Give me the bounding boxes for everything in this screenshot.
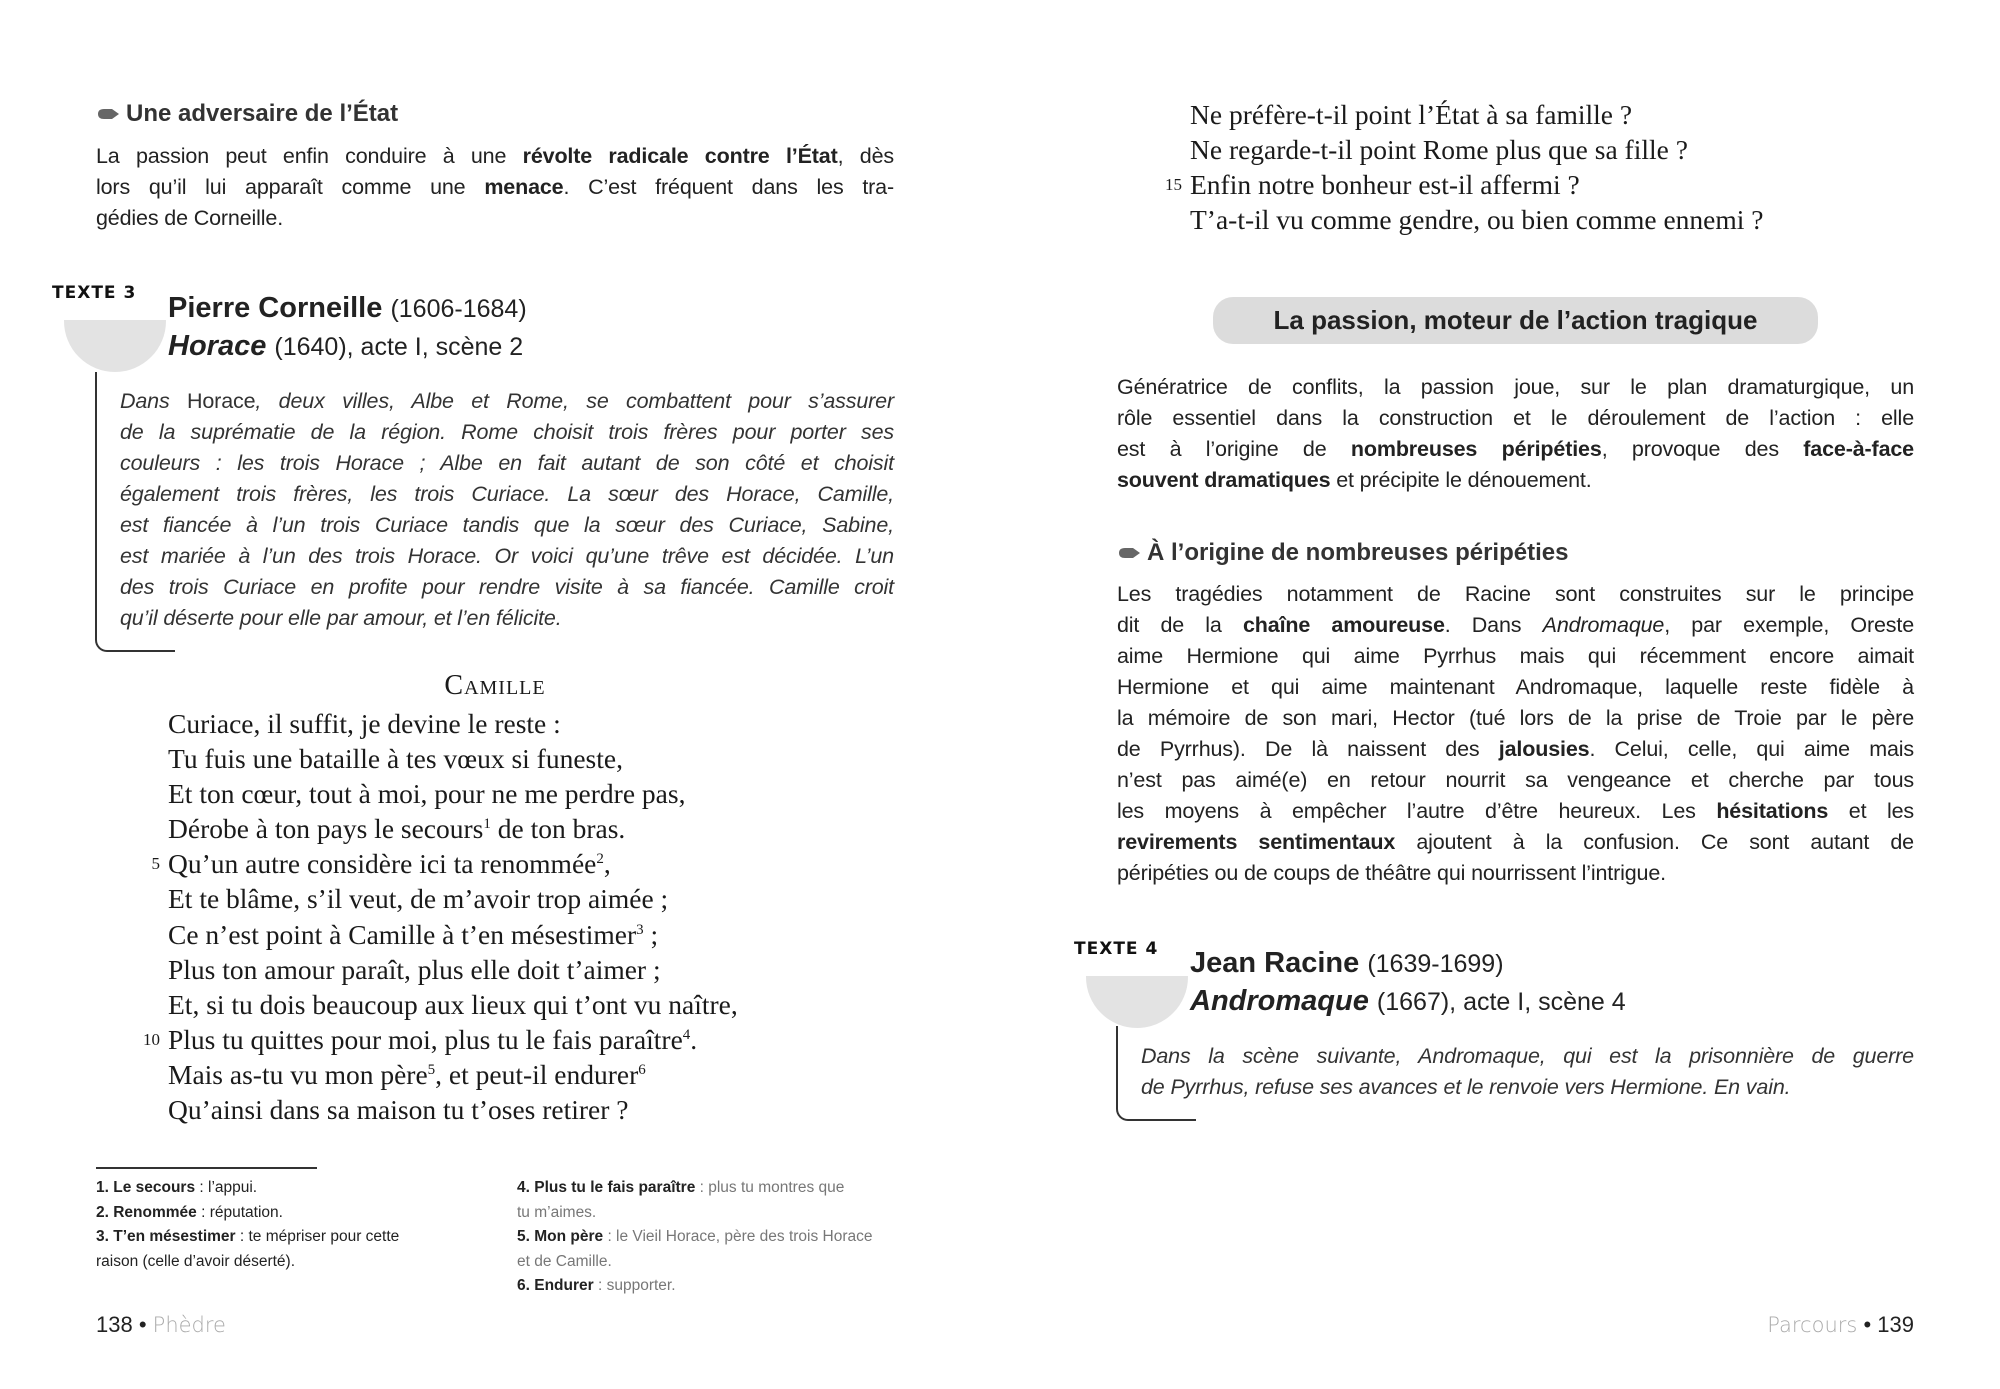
text-run: Qu’un autre considère ici ta renommée [168, 848, 597, 880]
text-line [1117, 372, 1914, 403]
text-run: Plus tu quittes pour moi, plus tu le fais paraître [168, 1023, 683, 1055]
text-run: chaîne amoureuse [1242, 613, 1445, 637]
text-line [1117, 610, 1914, 641]
line-number: 15 [1165, 175, 1182, 195]
chapter-heading: La passion, moteur de l’action tragique [1213, 297, 1818, 344]
verse-line [168, 811, 738, 846]
text-run: 1. Le secours [96, 1179, 196, 1196]
left-footer: 138 • Phèdre [96, 1312, 226, 1337]
footnotes-col1 [96, 1176, 399, 1274]
text-line [96, 1250, 399, 1275]
texte-label: TEXTE 3 [52, 283, 142, 303]
text-run: ajoutent à la confusion. Ce sont autant de [1395, 830, 1914, 854]
text-run: et de Camille. [517, 1252, 612, 1270]
verse-line [168, 1092, 738, 1127]
text-line [120, 572, 894, 603]
texte-label: TEXTE 4 [1074, 939, 1164, 959]
author-block [168, 290, 527, 366]
text-run: , deux villes, Albe et Rome, se combattent pour s’assurer [255, 389, 894, 413]
text-line [120, 479, 894, 510]
page-number: 139 [1877, 1312, 1914, 1337]
page-title: Parcours [1767, 1313, 1858, 1337]
text-run: Dans la scène suivante, Andromaque, qui est la prisonnière de guerre [1141, 1044, 1914, 1068]
right-footer: Parcours • 139 [1767, 1312, 1914, 1337]
work-title: Andromaque [1190, 985, 1369, 1017]
text-run: . Celui, celle, qui aime mais [1589, 737, 1914, 761]
footnote-ref: 1 [483, 816, 491, 833]
text-run: : te mépriser pour cette [235, 1228, 400, 1245]
section-heading-adversaire [96, 100, 398, 128]
author-dates: (1639-1699) [1367, 950, 1504, 978]
text-line [96, 203, 894, 234]
verse-line [168, 987, 738, 1022]
text-line [1117, 465, 1914, 496]
footnote-ref: 6 [638, 1061, 646, 1078]
verse-line [168, 706, 738, 741]
text-run: hésitations [1716, 799, 1829, 823]
work-title: Horace [168, 330, 267, 362]
text-run: La passion peut enfin conduire à une [96, 144, 523, 168]
text-run: Ne regarde-t-il point Rome plus que sa fille ? [1190, 134, 1688, 166]
text-run: est fiancée à l’un trois Curiace tandis que la sœur des Curiace, Sabine, [120, 513, 894, 537]
text-run: qu’il déserte pour elle par amour, et l’en félicite. [120, 606, 562, 630]
text-run: jalousies [1498, 737, 1590, 761]
text-run: de Pyrrhus, refuse ses avances et le renvoie vers Hermione. En vain. [1141, 1075, 1791, 1099]
text-run: Mais as-tu vu mon père [168, 1058, 428, 1090]
text-run: couleurs : les trois Horace ; Albe en fait autant de son côté et choisit [120, 451, 894, 475]
text-run: Génératrice de conflits, la passion joue, sur le plan dramaturgique, un [1117, 375, 1914, 399]
text-run: 4. Plus tu le fais paraître [517, 1179, 696, 1196]
text-line [120, 417, 894, 448]
text-run: T’a-t-il vu comme gendre, ou bien comme ennemi ? [1190, 204, 1764, 236]
text-line [1141, 1072, 1914, 1103]
text-run: de ton bras. [490, 813, 626, 845]
text-run: Les tragédies notamment de Racine sont construites sur le principe [1117, 582, 1914, 606]
text-run: : supporter. [593, 1277, 676, 1294]
verse-line [1190, 97, 1763, 132]
text-run: aime Hermione qui aime Pyrrhus mais qui récemment encore aimait [1117, 644, 1914, 668]
text-run: souvent dramatiques [1117, 468, 1331, 492]
author-name: Pierre Corneille [168, 292, 383, 324]
text-line [120, 510, 894, 541]
section-paragraph [1117, 579, 1914, 889]
verse-line [1190, 132, 1763, 167]
text-line [96, 1201, 399, 1226]
verse-line [1165, 167, 1763, 202]
text-run: Plus ton amour paraît, plus elle doit t’aimer ; [168, 953, 661, 985]
text-run: de la suprématie de la région. Rome choisit trois frères pour porter ses [120, 420, 894, 444]
verse-line [168, 741, 738, 776]
text-line [1117, 403, 1914, 434]
line-number: 10 [143, 1029, 160, 1049]
text-line [517, 1250, 873, 1275]
text-line [1117, 641, 1914, 672]
line-number: 5 [151, 854, 160, 874]
verse-line [168, 952, 738, 987]
text-run: raison (celle d’avoir déserté). [96, 1252, 296, 1270]
text-run: gédies de Corneille. [96, 206, 284, 230]
text-run: 6. Endurer [517, 1277, 594, 1294]
text-run: également trois frères, les trois Curiace. La sœur des Horace, Camille, [120, 482, 894, 506]
text-line [1117, 734, 1914, 765]
text-run: , [603, 848, 611, 880]
text-line [1117, 796, 1914, 827]
text-line [1117, 672, 1914, 703]
text-run: des trois Curiace en profite pour rendre visite à sa fiancée. Camille croit [120, 575, 894, 599]
text-run: . C’est fréquent dans les tra- [563, 175, 895, 199]
verse-block [143, 706, 738, 1127]
verse-line [151, 846, 738, 881]
summary-paragraph [1141, 1041, 1914, 1103]
author-block [1190, 945, 1626, 1021]
text-run: nombreuses péripéties [1350, 437, 1602, 461]
text-run: Curiace, il suffit, je devine le reste : [168, 708, 561, 739]
text-line [1117, 858, 1914, 889]
text-run: Et te blâme, s’il veut, de m’avoir trop aimée ; [168, 883, 669, 915]
text-run: : le Vieil Horace, père des trois Horace [603, 1228, 873, 1245]
text-run: Qu’ainsi dans sa maison tu t’oses retirer ? [168, 1094, 629, 1126]
text-run: 3. T’en mésestimer [96, 1228, 236, 1245]
text-run: Ne préfère-t-il point l’État à sa famille ? [1190, 99, 1633, 130]
footnote-rule [96, 1167, 317, 1169]
text-line [1117, 703, 1914, 734]
heading-text: Une adversaire de l’État [126, 100, 399, 127]
verse-block-continued [1165, 97, 1764, 237]
text-run: : réputation. [196, 1203, 283, 1221]
verse-line [168, 917, 738, 952]
text-line [1117, 434, 1914, 465]
text-line [1117, 827, 1914, 858]
text-run: tu m’aimes. [517, 1203, 597, 1221]
text-run: Et, si tu dois beaucoup aux lieux qui t’ont vu naître, [168, 988, 738, 1020]
text-run: et précipite le dénouement. [1330, 468, 1592, 492]
author-name: Jean Racine [1190, 947, 1360, 979]
footnote-ref: 3 [636, 921, 644, 938]
page-title: Phèdre [152, 1313, 226, 1337]
verse-line [168, 881, 738, 916]
text-line [1117, 579, 1914, 610]
footnote-ref: 4 [682, 1026, 691, 1043]
text-run: face-à-face [1803, 437, 1914, 461]
text-run: lors qu’il lui apparaît comme une [96, 175, 485, 199]
text-run: la mémoire de son mari, Hector (tué lors de la prise de Troie par le père [1117, 706, 1914, 730]
text-run: dit de la [1117, 613, 1243, 637]
text-line [96, 172, 894, 203]
text-run: . Dans [1444, 613, 1543, 637]
text-run: Hermione et qui aime maintenant Andromaque, laquelle reste fidèle à [1117, 675, 1914, 699]
intro-paragraph [96, 141, 894, 234]
arrow-bullet-icon [1117, 546, 1141, 560]
text-run: , et peut-il endurer [435, 1058, 639, 1090]
text-run: rôle essentiel dans la construction et le déroulement de l’action : elle [1117, 406, 1914, 430]
text-run: Enfin notre bonheur est-il affermi ? [1190, 169, 1580, 201]
text-run: et les [1828, 799, 1915, 823]
text-line [517, 1201, 873, 1226]
text-run: Dans [120, 389, 187, 413]
text-line [120, 386, 894, 417]
text-run: , provoque des [1601, 437, 1804, 461]
text-run: : plus tu montres que [695, 1179, 845, 1196]
text-line [1141, 1041, 1914, 1072]
text-run: Andromaque [1542, 613, 1665, 637]
text-run: Horace [187, 389, 256, 413]
heading-text: À l’origine de nombreuses péripéties [1147, 539, 1569, 566]
text-run: Et ton cœur, tout à moi, pour ne me perdre pas, [168, 778, 686, 810]
text-line [120, 541, 894, 572]
section-heading-peripeties [1117, 539, 1568, 567]
speaker-name: Camille [444, 670, 546, 701]
text-run: 2. Renommée [96, 1203, 197, 1221]
text-run: 5. Mon père [517, 1228, 604, 1245]
page-number: 138 [96, 1312, 133, 1337]
text-run: , dès [837, 144, 894, 168]
text-line [517, 1225, 873, 1250]
text-run: Tu fuis une bataille à tes vœux si funeste, [168, 743, 623, 775]
text-run: est à l’origine de [1117, 437, 1351, 461]
text-run: Dérobe à ton pays le secours [168, 813, 484, 845]
work-details: (1640), acte I, scène 2 [274, 333, 524, 361]
text-run: est mariée à l’un des trois Horace. Or voici qu’une trêve est décidée. L’un [120, 544, 894, 568]
text-run: menace [484, 175, 564, 199]
verse-line [168, 776, 738, 811]
verse-line [1190, 202, 1763, 237]
author-dates: (1606-1684) [390, 295, 527, 323]
footnote-ref: 2 [596, 851, 604, 868]
text-run: révolte radicale contre l’État [522, 144, 838, 168]
arrow-bullet-icon [96, 107, 120, 121]
chapter-paragraph [1117, 372, 1914, 496]
summary-paragraph [120, 386, 894, 634]
text-run: n’est pas aimé(e) en retour nourrit sa vengeance et cherche par tous [1117, 768, 1914, 792]
text-run: de Pyrrhus). De là naissent des [1117, 737, 1499, 761]
verse-line [168, 1057, 738, 1092]
text-line [96, 141, 894, 172]
text-run: Ce n’est point à Camille à t’en mésestimer [168, 918, 637, 950]
work-details: (1667), acte I, scène 4 [1376, 988, 1626, 1016]
text-run: ; [643, 918, 659, 950]
verse-line [143, 1022, 738, 1057]
text-line [517, 1176, 873, 1201]
text-line [1117, 765, 1914, 796]
footnote-ref: 5 [427, 1061, 436, 1078]
text-line [120, 448, 894, 479]
footnotes-col2 [517, 1176, 873, 1299]
text-line [96, 1176, 399, 1201]
text-line [96, 1225, 399, 1250]
text-run: . [690, 1023, 698, 1055]
text-run: revirements sentimentaux [1117, 830, 1396, 854]
text-line [517, 1274, 873, 1299]
text-run: , par exemple, Oreste [1664, 613, 1915, 637]
text-line [120, 603, 894, 634]
text-run: les moyens à empêcher l’autre d’être heureux. Les [1117, 799, 1717, 823]
text-run: : l’appui. [195, 1179, 258, 1196]
text-run: péripéties ou de coups de théâtre qui nourrissent l’intrigue. [1117, 861, 1666, 885]
